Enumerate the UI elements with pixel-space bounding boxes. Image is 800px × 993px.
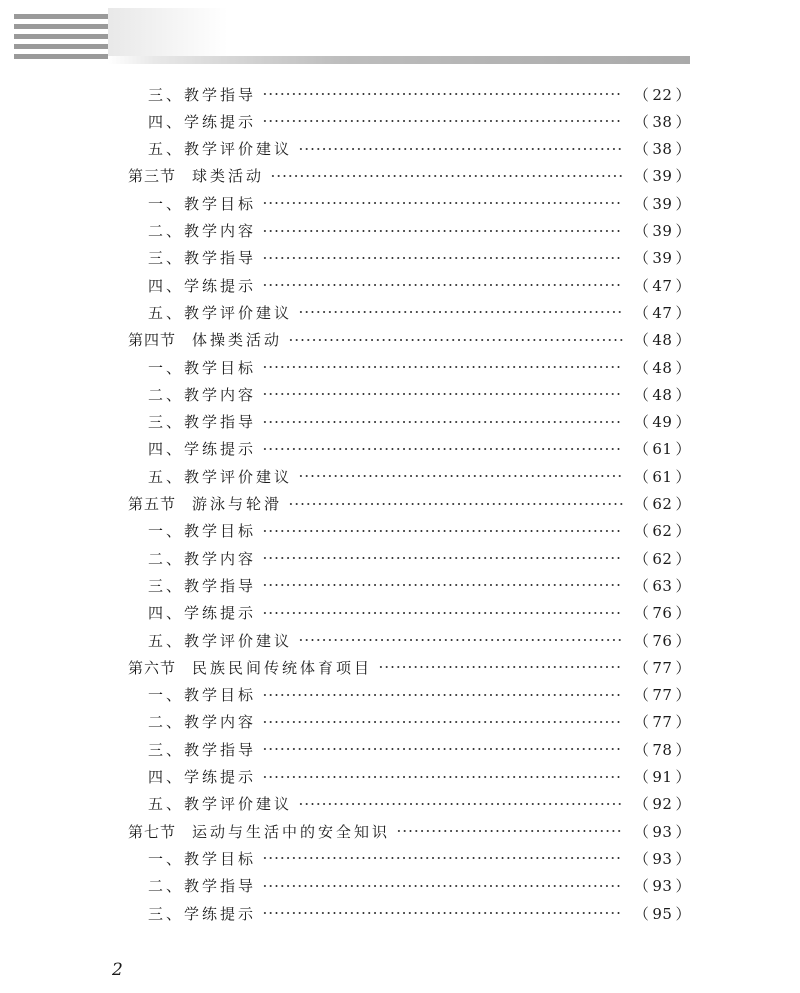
open-paren: （ — [633, 413, 650, 432]
header-rule — [108, 56, 690, 64]
toc-entry-title: 二、教学内容 — [148, 222, 257, 240]
dot-leader — [262, 694, 623, 696]
toc-item-row[interactable] — [148, 710, 694, 734]
close-paren: ） — [675, 249, 691, 268]
toc-item-row[interactable] — [148, 765, 694, 789]
close-paren: ） — [675, 358, 691, 377]
dot-leader — [270, 175, 623, 177]
toc-item-row[interactable] — [148, 628, 694, 652]
toc-page-number: 39 — [652, 222, 673, 240]
toc-page-number: 48 — [652, 358, 673, 377]
close-paren: ） — [675, 877, 691, 896]
toc-page-ref — [631, 739, 694, 760]
toc-page-ref — [631, 193, 694, 214]
toc-section-row[interactable] — [128, 655, 694, 679]
open-paren: （ — [633, 795, 650, 814]
toc-page-ref — [631, 275, 694, 296]
toc-page-ref — [631, 711, 694, 732]
toc-page-ref — [631, 793, 694, 814]
toc-entry-title: 五、教学评价建议 — [148, 140, 293, 159]
toc-item-row[interactable] — [148, 546, 694, 570]
close-paren: ） — [675, 849, 691, 868]
dot-leader — [298, 148, 623, 150]
toc-entry-title — [128, 493, 282, 514]
toc-section-number: 第六节 — [128, 658, 177, 677]
toc-entry-title: 五、教学评价建议 — [148, 795, 293, 814]
dot-leader — [262, 421, 623, 423]
toc-item-row[interactable] — [148, 273, 694, 297]
toc-page-ref — [631, 220, 694, 241]
open-paren: （ — [633, 467, 650, 486]
dot-leader — [262, 93, 623, 95]
open-paren: （ — [633, 140, 650, 159]
toc-page-number: 92 — [652, 795, 673, 814]
toc-page-ref — [631, 411, 694, 432]
toc-page-number: 62 — [652, 549, 673, 568]
toc-page-number: 47 — [652, 303, 673, 322]
toc-page-number: 63 — [652, 576, 673, 595]
toc-entry-title: 四、学练提示 — [148, 440, 257, 459]
header-stripe — [14, 44, 108, 49]
toc-item-row[interactable] — [148, 82, 694, 106]
close-paren: ） — [675, 549, 691, 568]
toc-item-row[interactable] — [148, 246, 694, 270]
toc-entry-title: 四、学练提示 — [148, 112, 257, 131]
close-paren: ） — [675, 331, 691, 350]
toc-item-row[interactable] — [148, 846, 694, 870]
toc-section-row[interactable] — [128, 328, 694, 352]
toc-page-number: 93 — [652, 849, 673, 868]
dot-leader — [262, 885, 623, 887]
close-paren: ） — [675, 303, 691, 322]
open-paren: （ — [633, 849, 650, 868]
toc-item-row[interactable] — [148, 519, 694, 543]
dot-leader — [262, 202, 623, 204]
toc-item-row[interactable] — [148, 410, 694, 434]
toc-item-row[interactable] — [148, 464, 694, 488]
toc-page-number: 48 — [652, 385, 673, 404]
open-paren: （ — [633, 904, 650, 923]
open-paren: （ — [633, 385, 650, 404]
close-paren: ） — [675, 576, 691, 595]
toc-entry-title: 二、教学指导 — [148, 877, 257, 896]
close-paren: ） — [675, 440, 691, 459]
toc-item-row[interactable] — [148, 300, 694, 324]
toc-page-ref — [631, 657, 694, 678]
toc-item-row[interactable] — [148, 191, 694, 215]
header-stripe — [14, 14, 108, 19]
toc-page-ref — [631, 821, 694, 842]
toc-page-number: 93 — [652, 822, 673, 841]
toc-entry-title: 一、教学目标 — [148, 686, 257, 705]
toc-page-number: 76 — [652, 604, 673, 623]
close-paren: ） — [675, 167, 691, 186]
page-number: 2 — [112, 960, 123, 980]
toc-entry-title: 一、教学目标 — [148, 522, 257, 541]
toc-entry-title: 二、教学内容 — [148, 385, 257, 404]
toc-page-ref — [631, 466, 694, 487]
toc-section-row[interactable] — [128, 819, 694, 843]
toc-page-ref — [631, 766, 694, 787]
close-paren: ） — [675, 740, 691, 759]
toc-page-number: 77 — [652, 658, 673, 677]
toc-item-row[interactable] — [148, 109, 694, 133]
open-paren: （ — [633, 658, 650, 677]
open-paren: （ — [633, 495, 650, 513]
toc-section-number: 第五节 — [128, 495, 177, 513]
toc-entry-title: 五、教学评价建议 — [148, 303, 293, 322]
toc-entry-title: 四、学练提示 — [148, 768, 257, 786]
close-paren: ） — [675, 795, 691, 814]
dot-leader — [262, 257, 623, 259]
toc-section-row[interactable] — [128, 492, 694, 516]
toc-entry-title: 三、学练提示 — [148, 904, 257, 923]
open-paren: （ — [633, 604, 650, 623]
open-paren: （ — [633, 85, 650, 104]
toc-item-row[interactable] — [148, 901, 694, 925]
toc-entry-title: 二、教学内容 — [148, 549, 257, 568]
open-paren: （ — [633, 167, 650, 186]
toc-item-row[interactable] — [148, 573, 694, 597]
toc-item-row[interactable] — [148, 355, 694, 379]
toc-page-ref — [631, 111, 694, 132]
toc-page-number: 95 — [652, 904, 673, 923]
toc-section-title: 运动与生活中的安全知识 — [192, 822, 391, 841]
toc-page-number: 39 — [652, 194, 673, 213]
open-paren: （ — [633, 440, 650, 459]
dot-leader — [262, 612, 623, 614]
dot-leader — [396, 830, 623, 832]
toc-page-number: 38 — [652, 112, 673, 131]
close-paren: ） — [675, 413, 691, 432]
dot-leader — [298, 311, 623, 313]
header-fade — [108, 8, 228, 56]
toc-entry-title: 四、学练提示 — [148, 276, 257, 295]
toc-item-row[interactable] — [148, 219, 694, 243]
open-paren: （ — [633, 740, 650, 759]
toc-entry-title: 五、教学评价建议 — [148, 631, 293, 650]
dot-leader — [262, 857, 623, 859]
toc-page-number: 61 — [652, 440, 673, 459]
toc-item-row[interactable] — [148, 874, 694, 898]
toc-page-number: 76 — [652, 631, 673, 650]
dot-leader — [262, 230, 623, 232]
toc-page-ref — [631, 684, 694, 705]
dot-leader — [262, 557, 623, 559]
toc-section-number: 第三节 — [128, 167, 177, 186]
open-paren: （ — [633, 631, 650, 650]
close-paren: ） — [675, 222, 691, 240]
close-paren: ） — [675, 140, 691, 159]
open-paren: （ — [633, 549, 650, 568]
toc-page-ref — [631, 602, 694, 623]
dot-leader — [262, 584, 623, 586]
toc-page-ref — [631, 384, 694, 405]
toc-section-number: 第四节 — [128, 331, 177, 350]
open-paren: （ — [633, 522, 650, 541]
close-paren: ） — [675, 467, 691, 486]
toc-page-number: 47 — [652, 276, 673, 295]
dot-leader — [262, 366, 623, 368]
toc-page-ref — [631, 84, 694, 105]
toc-page-ref — [631, 575, 694, 596]
dot-leader — [262, 530, 623, 532]
toc-entry-title — [128, 165, 264, 186]
toc-page-number: 49 — [652, 413, 673, 432]
close-paren: ） — [675, 85, 691, 104]
open-paren: （ — [633, 686, 650, 705]
toc-page-ref — [631, 848, 694, 869]
close-paren: ） — [675, 822, 691, 841]
toc-page-ref — [631, 875, 694, 896]
toc-item-row[interactable] — [148, 601, 694, 625]
toc-page-number: 91 — [652, 768, 673, 786]
toc-item-row[interactable] — [148, 437, 694, 461]
toc-item-row[interactable] — [148, 792, 694, 816]
toc-section-title: 游泳与轮滑 — [192, 495, 283, 513]
toc-item-row[interactable] — [148, 737, 694, 761]
open-paren: （ — [633, 112, 650, 131]
toc-entry-title: 三、教学指导 — [148, 576, 257, 595]
toc-entry-title: 四、学练提示 — [148, 604, 257, 623]
open-paren: （ — [633, 768, 650, 786]
toc-entry-title: 五、教学评价建议 — [148, 467, 293, 486]
close-paren: ） — [675, 276, 691, 295]
close-paren: ） — [675, 385, 691, 404]
toc-page-number: 61 — [652, 467, 673, 486]
open-paren: （ — [633, 276, 650, 295]
toc-page-ref — [631, 548, 694, 569]
toc-page-ref — [631, 247, 694, 268]
close-paren: ） — [675, 904, 691, 923]
toc-section-number: 第七节 — [128, 822, 177, 841]
toc-entry-title: 三、教学指导 — [148, 249, 257, 268]
close-paren: ） — [675, 768, 691, 786]
toc-item-row[interactable] — [148, 137, 694, 161]
header-stripe — [14, 34, 108, 39]
close-paren: ） — [675, 194, 691, 213]
open-paren: （ — [633, 249, 650, 268]
close-paren: ） — [675, 522, 691, 541]
toc-page-number: 62 — [652, 522, 673, 541]
dot-leader — [262, 448, 623, 450]
close-paren: ） — [675, 495, 691, 513]
dot-leader — [262, 120, 623, 122]
dot-leader — [298, 803, 623, 805]
toc-entry-title: 三、教学指导 — [148, 85, 257, 104]
toc-page-ref — [631, 165, 694, 186]
toc-entry-title: 三、教学指导 — [148, 413, 257, 432]
toc-page-number: 93 — [652, 877, 673, 896]
toc-entry-title: 二、教学内容 — [148, 713, 257, 732]
close-paren: ） — [675, 686, 691, 705]
close-paren: ） — [675, 631, 691, 650]
open-paren: （ — [633, 822, 650, 841]
toc-section-title: 体操类活动 — [192, 331, 283, 350]
toc-page-ref — [631, 630, 694, 651]
open-paren: （ — [633, 194, 650, 213]
close-paren: ） — [675, 112, 691, 131]
dot-leader — [298, 475, 623, 477]
close-paren: ） — [675, 713, 691, 732]
toc-page-ref — [631, 520, 694, 541]
toc-entry-title: 一、教学目标 — [148, 194, 257, 213]
open-paren: （ — [633, 713, 650, 732]
dot-leader — [298, 639, 623, 641]
toc-entry-title — [128, 821, 390, 842]
dot-leader — [288, 339, 623, 341]
toc-page-number: 77 — [652, 713, 673, 732]
dot-leader — [288, 503, 623, 505]
toc-item-row[interactable] — [148, 382, 694, 406]
toc-entry-title: 三、教学指导 — [148, 740, 257, 759]
toc-entry-title: 一、教学目标 — [148, 849, 257, 868]
toc-entry-title — [128, 657, 372, 678]
header-decoration — [0, 0, 800, 80]
toc-page-ref — [631, 438, 694, 459]
dot-leader — [262, 776, 623, 778]
toc-page-ref — [631, 138, 694, 159]
dot-leader — [378, 666, 623, 668]
toc-page-number: 39 — [652, 167, 673, 186]
header-stripe — [14, 24, 108, 29]
toc-page-number: 78 — [652, 740, 673, 759]
toc-page-ref — [631, 493, 694, 514]
open-paren: （ — [633, 358, 650, 377]
open-paren: （ — [633, 877, 650, 896]
toc-section-title: 民族民间传统体育项目 — [192, 658, 373, 677]
toc-page-ref — [631, 329, 694, 350]
dot-leader — [262, 721, 623, 723]
toc-page-number: 38 — [652, 140, 673, 159]
toc-section-title: 球类活动 — [192, 167, 265, 186]
open-paren: （ — [633, 576, 650, 595]
open-paren: （ — [633, 303, 650, 322]
close-paren: ） — [675, 604, 691, 623]
dot-leader — [262, 393, 623, 395]
toc-page-number: 22 — [652, 85, 673, 104]
toc-page-number: 48 — [652, 331, 673, 350]
header-stripe — [14, 54, 108, 59]
open-paren: （ — [633, 331, 650, 350]
toc-page-number: 62 — [652, 495, 673, 513]
close-paren: ） — [675, 658, 691, 677]
toc-entry-title: 一、教学目标 — [148, 358, 257, 377]
open-paren: （ — [633, 222, 650, 240]
dot-leader — [262, 912, 623, 914]
toc-page-number: 39 — [652, 249, 673, 268]
toc-page-number: 77 — [652, 686, 673, 705]
toc-section-row[interactable] — [128, 164, 694, 188]
toc-item-row[interactable] — [148, 683, 694, 707]
toc-page-ref — [631, 357, 694, 378]
dot-leader — [262, 748, 623, 750]
toc-page-ref — [631, 302, 694, 323]
toc-page-ref — [631, 903, 694, 924]
dot-leader — [262, 284, 623, 286]
toc-entry-title — [128, 329, 282, 350]
